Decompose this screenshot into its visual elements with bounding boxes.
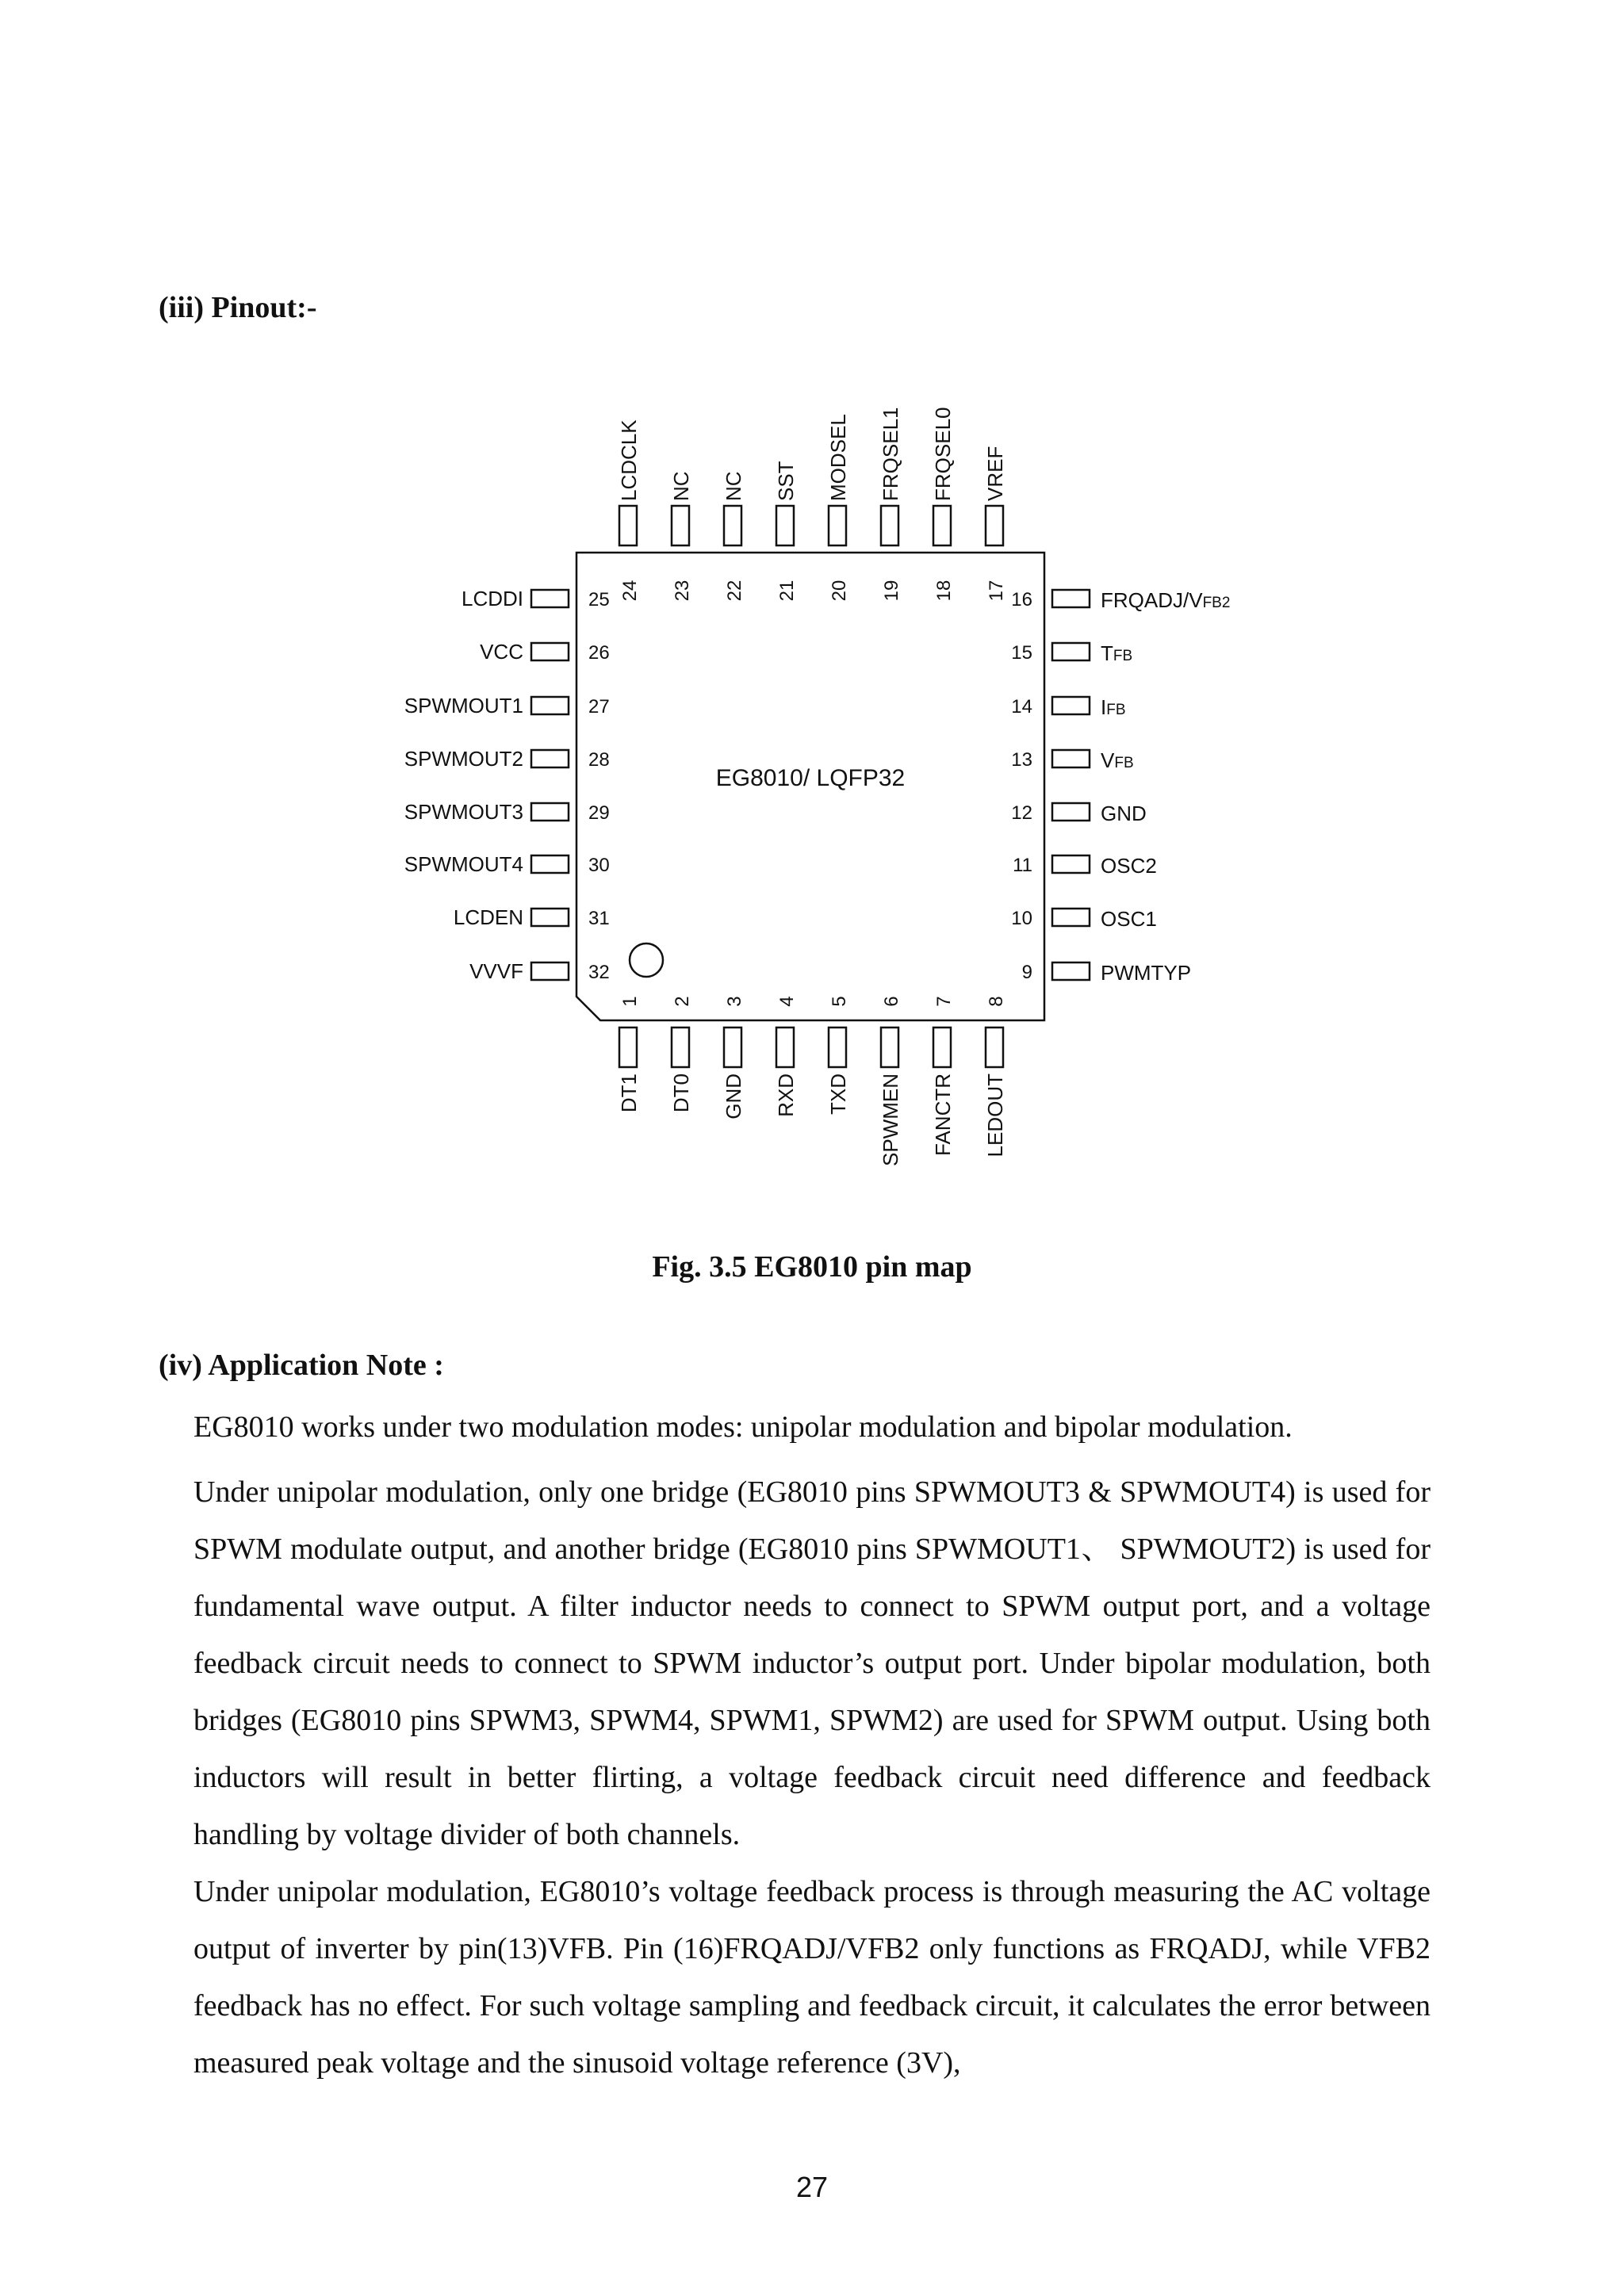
pin-22-number: 22	[724, 580, 745, 602]
pin-23-name: NC	[669, 471, 693, 501]
pin-29-number: 29	[588, 802, 610, 824]
pin-29-lead	[531, 803, 569, 821]
pin-14-name-main: I	[1101, 695, 1107, 719]
pin-15-name-subscript: FB	[1113, 648, 1133, 664]
pin-2-name: DT0	[669, 1073, 693, 1113]
pin-20-lead	[829, 506, 846, 545]
pin-22-lead	[724, 506, 741, 545]
pin-3-lead	[724, 1027, 741, 1067]
pin-24-name: LCDCLK	[617, 419, 641, 501]
pin-20-number: 20	[829, 580, 850, 602]
pin-29-name: SPWMOUT3	[404, 800, 523, 824]
pin-7-number: 7	[933, 996, 955, 1007]
chip-label: EG8010/ LQFP32	[715, 765, 906, 791]
pin-map-diagram	[381, 388, 1285, 1213]
pin-7-lead	[933, 1027, 951, 1067]
pin-18-name: FRQSEL0	[931, 407, 955, 501]
pin-31-lead	[531, 909, 569, 926]
pin-10-name-main: OSC1	[1101, 907, 1157, 931]
pin-16-name-subscript: FB2	[1202, 595, 1231, 611]
pin-25-lead	[531, 590, 569, 607]
pin-14-name	[1101, 695, 1126, 719]
pin-16-lead	[1052, 590, 1090, 607]
pin-14-number: 14	[1011, 696, 1032, 718]
pin-13-name-subscript: FB	[1114, 755, 1134, 771]
pin-21-name: SST	[774, 461, 798, 501]
pin-5-lead	[829, 1027, 846, 1067]
pin-6-lead	[881, 1027, 898, 1067]
pin-30-name: SPWMOUT4	[404, 852, 523, 876]
pin-16-name	[1101, 588, 1230, 612]
pin-26-name: VCC	[480, 640, 523, 664]
pin-9-number: 9	[1021, 962, 1032, 983]
pin-17-number: 17	[986, 580, 1007, 602]
pin-15-name	[1101, 641, 1132, 665]
pin-11-lead	[1052, 855, 1090, 873]
pin-1-lead	[619, 1027, 637, 1067]
pin-8-number: 8	[986, 996, 1007, 1007]
pin-25-number: 25	[588, 589, 610, 610]
pin-1-name: DT1	[617, 1073, 641, 1113]
pin-26-lead	[531, 643, 569, 660]
pin-4-name: RXD	[774, 1073, 798, 1117]
pin-28-name: SPWMOUT2	[404, 747, 523, 771]
pin-26-number: 26	[588, 642, 610, 664]
pin-12-number: 12	[1011, 802, 1032, 824]
pin-27-number: 27	[588, 696, 610, 718]
pin-13-name-main: V	[1101, 748, 1115, 772]
pin-19-number: 19	[881, 580, 902, 602]
pin-6-name: SPWMEN	[879, 1073, 902, 1166]
pin-24-number: 24	[619, 580, 641, 602]
pin-4-number: 4	[776, 996, 798, 1007]
pin-14-lead	[1052, 697, 1090, 714]
pin-19-name: FRQSEL1	[879, 407, 902, 501]
pin-30-number: 30	[588, 855, 610, 876]
pin-14-name-subscript: FB	[1106, 702, 1126, 718]
pin-8-name: LEDOUT	[983, 1073, 1007, 1158]
pin-23-number: 23	[672, 580, 693, 602]
pin-12-name-main: GND	[1101, 802, 1147, 825]
pin-7-name: FANCTR	[931, 1073, 955, 1156]
pin-9-name	[1101, 961, 1191, 985]
pin-11-number: 11	[1013, 855, 1032, 876]
pin-2-number: 2	[672, 996, 693, 1007]
pin-22-name: NC	[722, 471, 745, 501]
pin-28-lead	[531, 750, 569, 767]
pin-15-number: 15	[1011, 642, 1032, 664]
pin-16-number: 16	[1011, 589, 1032, 610]
body-text	[193, 1399, 1431, 2091]
pin-27-name: SPWMOUT1	[404, 694, 523, 718]
pin-13-name	[1101, 748, 1134, 772]
pin-18-number: 18	[933, 580, 955, 602]
pin-31-name: LCDEN	[453, 905, 523, 929]
pin-17-lead	[986, 506, 1003, 545]
pin-32-name: VVVF	[469, 959, 523, 983]
pin1-marker-dot	[630, 943, 663, 977]
pin-2-lead	[672, 1027, 689, 1067]
pin-10-number: 10	[1011, 908, 1032, 929]
pin-13-number: 13	[1011, 749, 1032, 771]
pin-10-lead	[1052, 909, 1090, 926]
pin-12-name	[1101, 802, 1147, 825]
section-heading-pinout: (iii) Pinout:-	[159, 291, 317, 324]
pin-27-lead	[531, 697, 569, 714]
page-number: 27	[795, 2171, 829, 2203]
pin-16-name-main: FRQADJ/V	[1101, 588, 1203, 612]
pin-20-name: MODSEL	[826, 414, 850, 501]
pin-24-lead	[619, 506, 637, 545]
pin-18-lead	[933, 506, 951, 545]
pin-4-lead	[776, 1027, 794, 1067]
pin-21-lead	[776, 506, 794, 545]
pin-25-name: LCDDI	[461, 587, 523, 610]
pin-15-lead	[1052, 643, 1090, 660]
pin-21-number: 21	[776, 580, 798, 602]
pin-9-lead	[1052, 962, 1090, 980]
pin-11-name-main: OSC2	[1101, 854, 1157, 878]
pin-31-number: 31	[588, 908, 610, 929]
pin-13-lead	[1052, 750, 1090, 767]
pin-12-lead	[1052, 803, 1090, 821]
pin-5-number: 5	[829, 996, 850, 1007]
pin-3-name: GND	[722, 1073, 745, 1119]
pin-28-number: 28	[588, 749, 610, 771]
pin-30-lead	[531, 855, 569, 873]
pin-15-name-main: T	[1101, 641, 1113, 665]
pin-3-number: 3	[724, 996, 745, 1007]
pin-19-lead	[881, 506, 898, 545]
pin-10-name	[1101, 907, 1157, 931]
pin-23-lead	[672, 506, 689, 545]
pin-32-lead	[531, 962, 569, 980]
pin-8-lead	[986, 1027, 1003, 1067]
paragraph-feedback: Under unipolar modulation, EG8010’s voltage feedback process is through measuring the AC voltage output of inverter by pin(13)VFB. Pin (16)FRQADJ/VFB2 only functions as FRQADJ, while VFB2 feedback has no effect. For such voltage sampling and feedback circuit, it calculates the error between measured peak voltage and the sinusoid voltage reference (3V),	[193, 1875, 1431, 2080]
paragraph-modes: EG8010 works under two modulation modes: unipolar modulation and bipolar modulation.	[193, 1410, 1293, 1444]
pin-5-name: TXD	[826, 1073, 850, 1115]
pin-1-number: 1	[619, 996, 641, 1007]
pin-9-name-main: PWMTYP	[1101, 961, 1192, 985]
paragraph-modulation: Under unipolar modulation, only one bridge (EG8010 pins SPWMOUT3 & SPWMOUT4) is used for SPWM modulate output, and another bridge (EG8010 pins SPWMOUT1、 SPWMOUT2) is used for fundamental wave output. A filter inductor needs to connect to SPWM output port, and a voltage feedback circuit needs to connect to SPWM inductor’s output port. Under bipolar modulation, both bridges (EG8010 pins SPWM3, SPWM4, SPWM1, SPWM2) are used for SPWM output. Using both inductors will result in better flirting, a voltage feedback circuit need difference and feedback handling by voltage divider of both channels.	[193, 1475, 1431, 1851]
figure-caption: Fig. 3.5 EG8010 pin map	[652, 1250, 972, 1284]
pin-32-number: 32	[588, 962, 610, 983]
section-heading-application-note: (iv) Application Note :	[159, 1349, 444, 1382]
pin-11-name	[1101, 854, 1157, 878]
pin-17-name: VREF	[983, 446, 1007, 501]
pin-6-number: 6	[881, 996, 902, 1007]
